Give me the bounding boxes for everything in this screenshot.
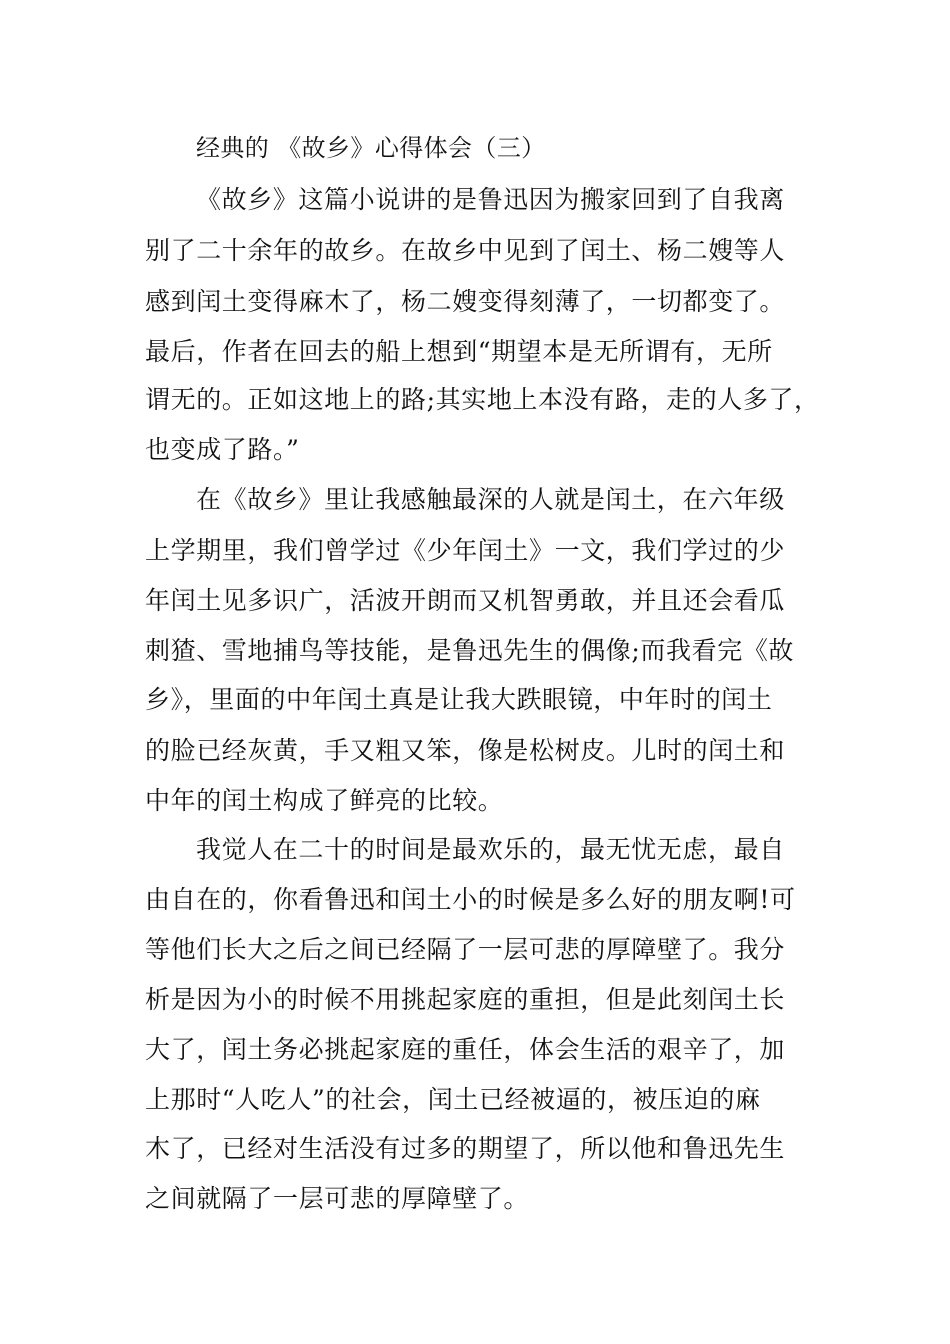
paragraph-line: 《故乡》这篇小说讲的是鲁迅因为搬家回到了自我离 <box>196 185 785 214</box>
paragraph-line: 由自在的，你看鲁迅和闰土小的时候是多么好的朋友啊!可 <box>145 885 796 914</box>
paragraph-line: 我觉人在二十的时间是最欢乐的，最无忧无虑，最自 <box>196 835 785 864</box>
paragraph-line: 中年的闰土构成了鲜亮的比较。 <box>145 786 504 815</box>
paragraph-line: 别了二十余年的故乡。在故乡中见到了闰土、杨二嫂等人 <box>145 236 786 265</box>
paragraph-line: 等他们长大之后之间已经隔了一层可悲的厚障壁了。我分 <box>145 935 786 964</box>
paragraph-line: 感到闰土变得麻木了，杨二嫂变得刻薄了，一切都变了。 <box>145 287 786 316</box>
paragraph-line: 的脸已经灰黄，手又粗又笨，像是松树皮。儿时的闰土和 <box>145 736 786 765</box>
paragraph-line: 最后，作者在回去的船上想到“期望本是无所谓有，无所 <box>145 337 773 366</box>
paragraph-line: 年闰土见多识广，活波开朗而又机智勇敢，并且还会看瓜 <box>145 586 786 615</box>
paragraph-line: 上学期里，我们曾学过《少年闰土》一文，我们学过的少 <box>145 536 786 565</box>
paragraph-line: 也变成了路。” <box>145 435 300 464</box>
paragraph-line: 析是因为小的时候不用挑起家庭的重担，但是此刻闰土长 <box>145 985 786 1014</box>
paragraph-line: 大了，闰土务必挑起家庭的重任，体会生活的艰辛了，加 <box>145 1035 786 1064</box>
paragraph-line: 刺猹、雪地捕鸟等技能，是鲁迅先生的偶像;而我看完《故 <box>145 636 795 665</box>
paragraph-line: 木了，已经对生活没有过多的期望了，所以他和鲁迅先生 <box>145 1134 786 1163</box>
paragraph-line: 在《故乡》里让我感触最深的人就是闰土，在六年级 <box>196 485 785 514</box>
paragraph-line: 上那时“人吃人”的社会，闰土已经被逼的，被压迫的麻 <box>145 1085 761 1114</box>
paragraph-line: 谓无的。正如这地上的路;其实地上本没有路，走的人多了， <box>145 385 820 414</box>
document-title: 经典的 《故乡》心得体会（三） <box>196 134 546 162</box>
paragraph-line: 乡》，里面的中年闰土真是让我大跌眼镜，中年时的闰土 <box>145 685 773 714</box>
paragraph-line: 之间就隔了一层可悲的厚障壁了。 <box>145 1184 530 1213</box>
